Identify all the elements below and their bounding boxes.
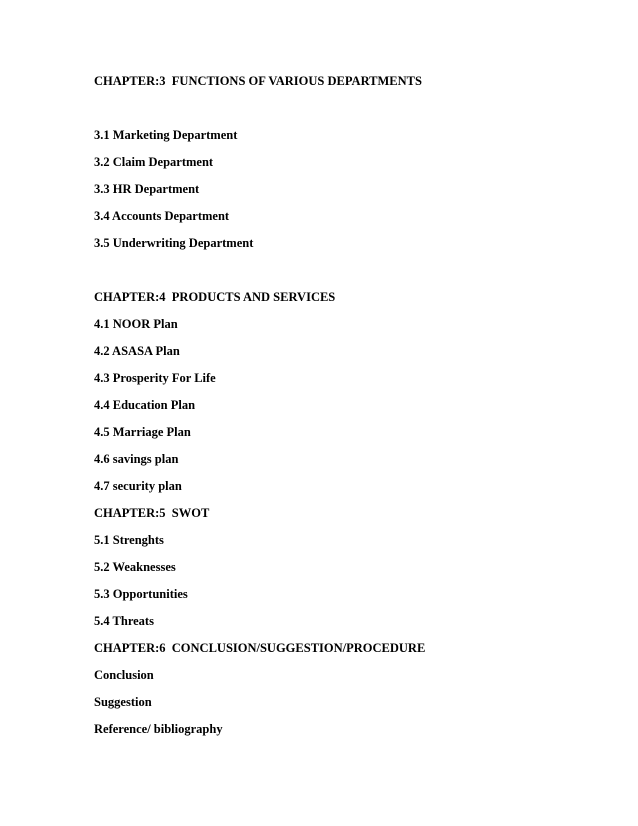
toc-entry-4-4: 4.4 Education Plan: [94, 398, 196, 412]
chapter-4-heading: CHAPTER:4 PRODUCTS AND SERVICES: [94, 290, 336, 304]
toc-entry-conclusion: Conclusion: [94, 668, 154, 682]
toc-entry-3-4: 3.4 Accounts Department: [94, 209, 230, 223]
toc-entry-3-2: 3.2 Claim Department: [94, 155, 214, 169]
toc-entry-4-7: 4.7 security plan: [94, 479, 182, 493]
toc-entry-4-3: 4.3 Prosperity For Life: [94, 371, 216, 385]
toc-entry-3-1: 3.1 Marketing Department: [94, 128, 238, 142]
toc-entry-3-5: 3.5 Underwriting Department: [94, 236, 254, 250]
toc-entry-3-3: 3.3 HR Department: [94, 182, 200, 196]
toc-entry-5-3: 5.3 Opportunities: [94, 587, 188, 601]
toc-entry-4-6: 4.6 savings plan: [94, 452, 179, 466]
toc-entry-5-2: 5.2 Weaknesses: [94, 560, 176, 574]
toc-entry-5-1: 5.1 Strenghts: [94, 533, 164, 547]
toc-entry-4-2: 4.2 ASASA Plan: [94, 344, 180, 358]
chapter-3-heading: CHAPTER:3 FUNCTIONS OF VARIOUS DEPARTMENTS: [94, 74, 422, 88]
chapter-5-heading: CHAPTER:5 SWOT: [94, 506, 210, 520]
chapter-6-heading: CHAPTER:6 CONCLUSION/SUGGESTION/PROCEDURE: [94, 641, 426, 655]
toc-entry-reference: Reference/ bibliography: [94, 722, 223, 736]
toc-entry-suggestion: Suggestion: [94, 695, 152, 709]
toc-entry-5-4: 5.4 Threats: [94, 614, 154, 628]
toc-entry-4-1: 4.1 NOOR Plan: [94, 317, 178, 331]
toc-entry-4-5: 4.5 Marriage Plan: [94, 425, 191, 439]
